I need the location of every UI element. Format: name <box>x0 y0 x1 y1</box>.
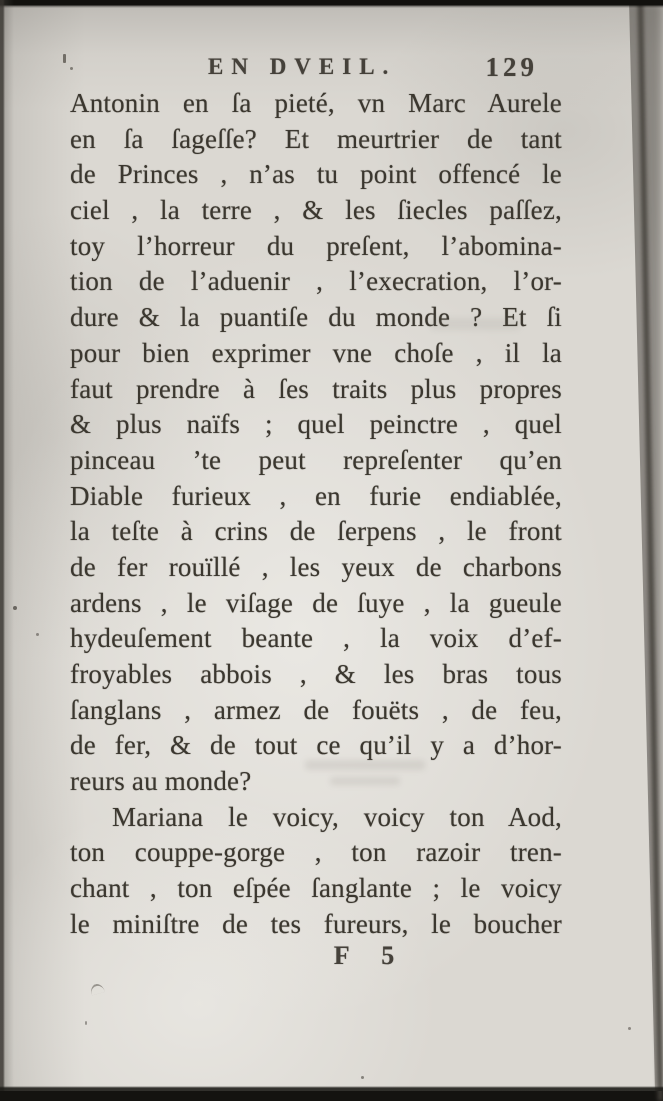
text-line: la teſte à crins de ſerpens , le front <box>70 516 562 547</box>
scan-border-left <box>0 0 14 1091</box>
text-line-paragraph-end: reurs au monde? <box>70 766 252 797</box>
text-line: hydeuſement beante , la voix d’ef- <box>70 623 562 654</box>
text-line: ciel , la terre , & les ſiecles paſſez, <box>70 195 562 226</box>
text-line: de Princes , n’as tu point offencé le <box>70 159 562 190</box>
body-text <box>70 86 562 943</box>
text-line-paragraph-start: Mariana le voicy, voicy ton Aod, <box>112 801 562 832</box>
text-line: pinceau ’te peut repreſenter qu’en <box>70 444 562 475</box>
text-line: pour bien exprimer vne choſe , il la <box>70 337 562 368</box>
text-line: en ſa ſageſſe? Et meurtrier de tant <box>70 123 562 154</box>
text-line: faut prendre à ſes traits plus propres <box>70 373 562 404</box>
text-line: & plus naïfs ; quel peinctre , quel <box>70 409 562 440</box>
ink-speck <box>63 54 66 63</box>
text-line: Diable furieux , en furie endiablée, <box>70 480 562 511</box>
ink-speck <box>70 67 73 70</box>
running-title: EN DVEIL. <box>208 54 397 79</box>
text-line: tion de l’aduenir , l’execration, l’or- <box>70 266 562 297</box>
text-line: chant , ton eſpée ſanglante ; le voicy <box>70 873 562 904</box>
page-number: 129 <box>485 52 538 82</box>
page-header <box>70 52 562 86</box>
signature-mark: F 5 <box>333 941 395 970</box>
scan-border-top <box>0 0 663 8</box>
ink-speck <box>628 1027 631 1030</box>
text-line: toy l’horreur du preſent, l’abomina- <box>70 230 562 261</box>
text-line: dure & la puantiſe du monde ? Et ſi <box>70 302 562 333</box>
text-line: le miniſtre de tes fureurs, le boucher <box>70 908 562 939</box>
text-line: ton couppe-gorge , ton razoir tren- <box>70 837 562 868</box>
text-line: froyables abbois , & les bras tous <box>70 659 562 689</box>
text-line: de fer, & de tout ce qu’il y a d’hor- <box>70 730 562 761</box>
bleedthrough-smudge <box>430 318 520 330</box>
ink-speck <box>36 633 39 636</box>
text-line: Antonin en ſa pieté, vn Marc Aurele <box>70 88 562 118</box>
text-line: ardens , le viſage de ſuye , la gueule <box>70 587 562 618</box>
ink-speck <box>361 1076 364 1079</box>
scan-border-bottom <box>0 1086 663 1091</box>
text-line: ſanglans , armez de fouëts , de feu, <box>70 694 562 725</box>
bleedthrough-smudge <box>330 777 400 785</box>
bleedthrough-smudge <box>305 760 425 770</box>
ink-speck <box>85 1021 87 1025</box>
paper-scratch <box>89 982 105 995</box>
text-line: de fer rouïllé , les yeux de charbons <box>70 551 562 582</box>
